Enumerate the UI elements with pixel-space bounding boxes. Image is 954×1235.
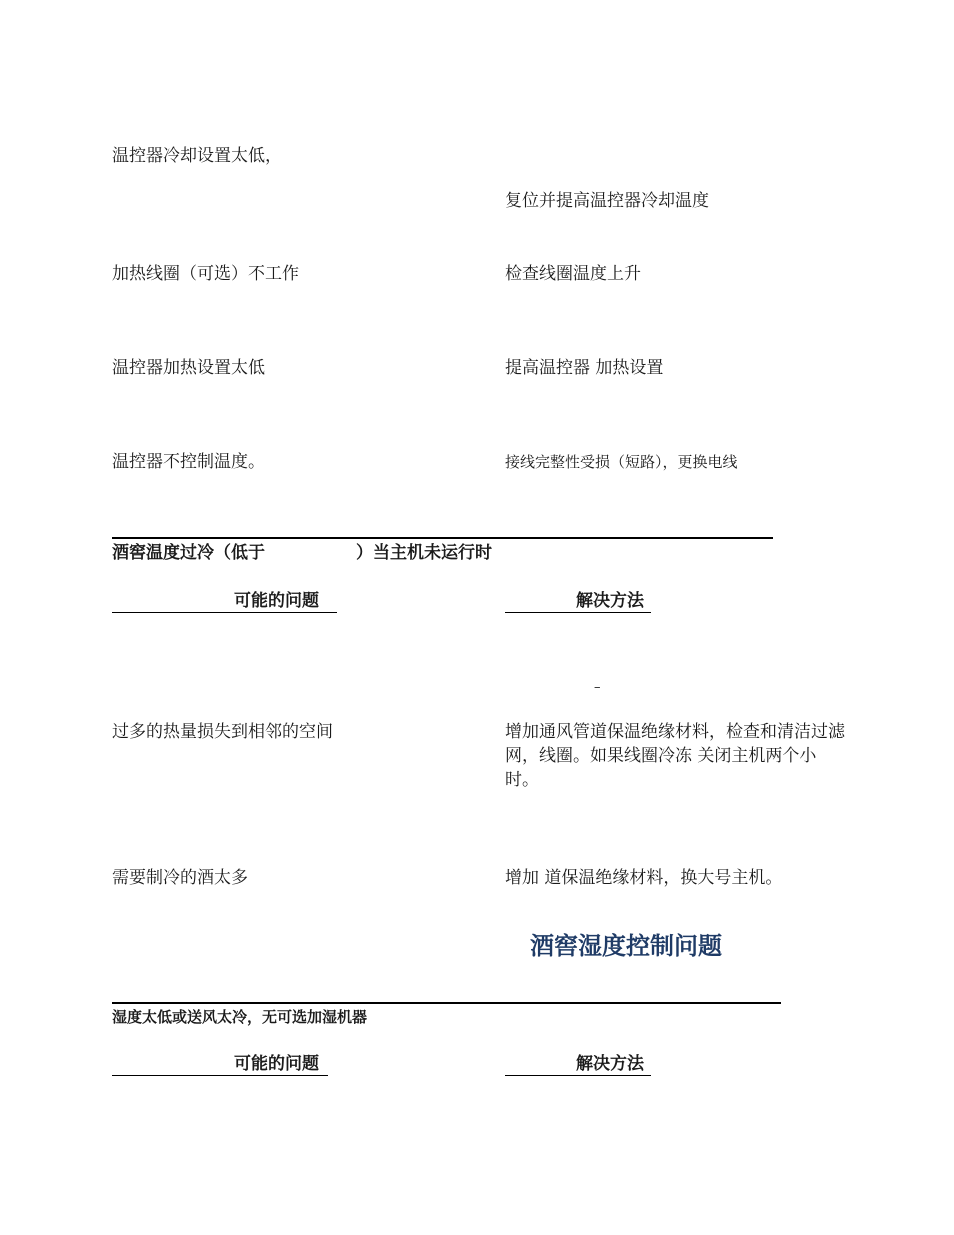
section-heading-part1: 酒窖温度过冷（低于	[112, 543, 265, 563]
solution-cell: 提高温控器 加热设置	[505, 358, 664, 378]
section-heading-part2: ）当主机未运行时	[356, 543, 492, 563]
column-header-label: 可能的问题	[234, 1054, 319, 1074]
solution-cell: 增加通风管道保温绝缘材料，检查和清洁过滤网，线圈。如果线圈冷冻 关闭主机两个小时。	[505, 722, 845, 790]
column-header-solution	[505, 590, 651, 613]
solution-cell: 复位并提高温控器冷却温度	[505, 191, 709, 211]
problem-cell: 温控器加热设置太低	[112, 358, 265, 378]
column-header-label: 可能的问题	[234, 591, 319, 611]
solution-cell: 增加 道保温绝缘材料，换大号主机。	[505, 868, 783, 888]
section-divider	[112, 1002, 781, 1004]
solution-cell: 接线完整性受损（短路），更换电线	[505, 453, 738, 471]
problem-cell: 过多的热量损失到相邻的空间	[112, 722, 333, 742]
column-header-problem	[112, 1053, 328, 1076]
column-header-problem	[112, 590, 337, 613]
solution-cell: 检查线圈温度上升	[505, 264, 641, 284]
problem-cell: 需要制冷的酒太多	[112, 868, 248, 888]
section-divider	[112, 537, 773, 539]
column-header-label: 解决方法	[576, 591, 644, 611]
problem-cell: 温控器冷却设置太低，	[112, 146, 282, 166]
section-heading: 湿度太低或送风太冷，无可选加湿机器	[112, 1008, 368, 1026]
dash-mark: –	[594, 680, 601, 695]
column-header-solution	[505, 1053, 651, 1076]
section-title: 酒窖湿度控制问题	[530, 931, 722, 960]
column-header-label: 解决方法	[576, 1054, 644, 1074]
problem-cell: 温控器不控制温度。	[112, 452, 265, 472]
problem-cell: 加热线圈（可选）不工作	[112, 264, 299, 284]
